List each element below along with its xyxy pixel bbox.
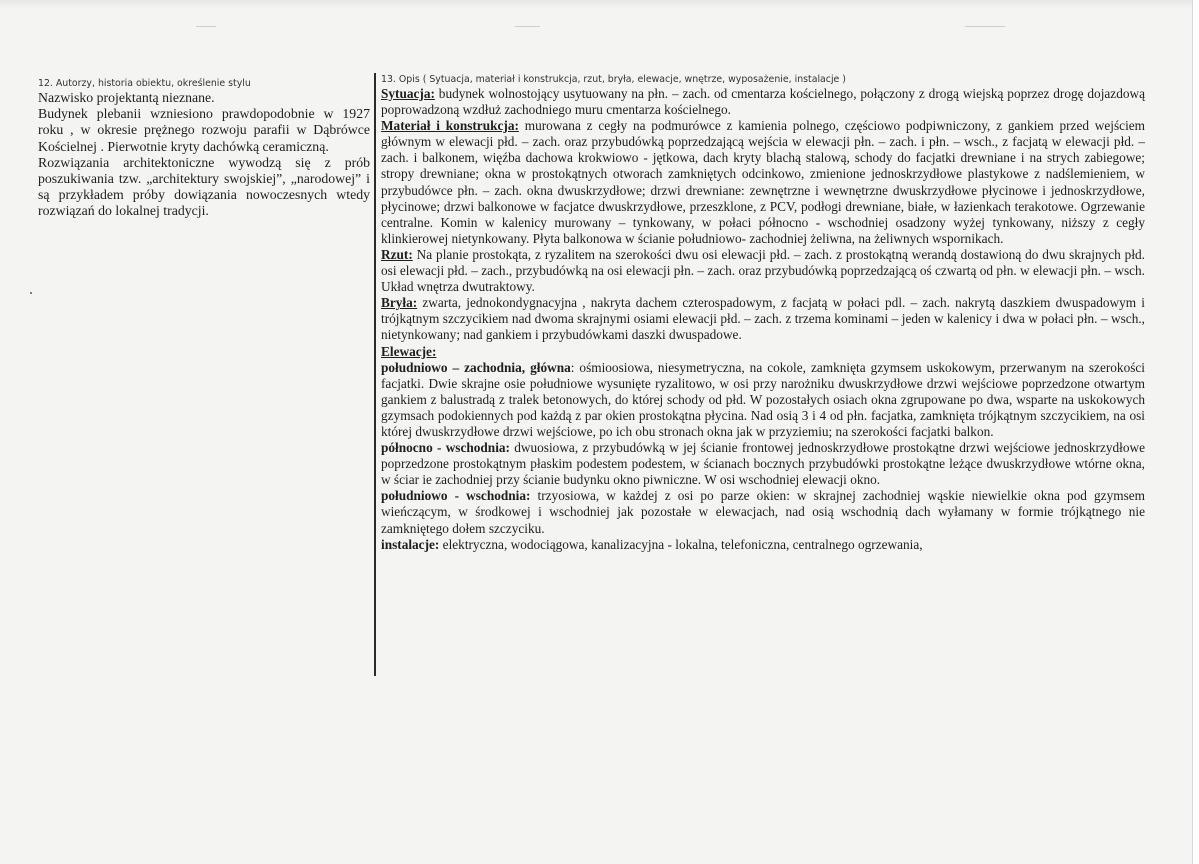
column-divider (374, 73, 376, 676)
elevation-ne-label: północno - wschodnia: (381, 440, 510, 456)
architect-paragraph: Nazwisko projektantą nieznane. (38, 90, 215, 105)
scan-right-edge (1192, 0, 1199, 864)
elevation-se-paragraph (381, 488, 1145, 536)
faint-rule (965, 26, 1005, 27)
elevation-ne-text: dwuosiowa, z przybudówką w jej ścianie frontowej jednoskrzydłowe prostokątne drzwi wejściowe jednoskrzydłowe poprzedzone prostokątnym płaskim podestem podestem, w ścianach bocznych przybudówki prostokątne leżące dwuskrzydłowe wtórne okna, w ściar ie zachodniej przy ścianie budynku okno piwniczne. W osi wschodniej elewacji okno. (381, 440, 1145, 488)
elevation-se-label: południowo - wschodnia: (381, 488, 531, 504)
section-13-description (381, 73, 1145, 553)
section-13-heading: 13. Opis ( Sytuacja, materiał i konstrukcja, rzut, bryła, elewacje, wnętrze, wyposażenie, instalacje ) (381, 74, 846, 85)
instalacje-label: instalacje: (381, 536, 440, 552)
elewacje-label: Elewacje: (381, 343, 437, 359)
elewacje-heading (381, 344, 1145, 360)
elevation-sw-paragraph (381, 360, 1145, 440)
rzut-paragraph (381, 247, 1145, 295)
section-12-authors-history (38, 77, 370, 220)
bryla-text: zwarta, jednokondygnacyjna , nakryta dachem czterospadowym, z facjatą w połaci pdl. – zach. nakrytą daszkiem dwuspadowym i trójkątnym szczycikiem nad dwoma skrajnymi osiami elewacji płd. – zach. z trzema kominami – jeden w kalenicy i dwa w połaci płn. – wsch., nietynkowany; nad gankiem i przybudówkami daszki dwuspadowe. (381, 295, 1145, 343)
speck (30, 292, 32, 294)
section-12-body (38, 90, 370, 220)
sytuacja-label: Sytuacja: (381, 86, 435, 101)
faint-rule (515, 26, 540, 27)
material-paragraph (381, 118, 1145, 247)
section-12-heading: 12. Autorzy, historia obiektu, określenie stylu (38, 78, 251, 89)
rzut-label: Rzut: (381, 246, 413, 262)
bryla-paragraph (381, 295, 1145, 343)
instalacje-text: elektryczna, wodociągowa, kanalizacyjna - lokalna, telefoniczna, centralnego ogrzewania, (439, 536, 923, 552)
elevation-sw-label: południowo – zachodnia, główna (381, 359, 571, 375)
bryla-label: Bryła: (381, 295, 418, 311)
section-13-body (381, 86, 1145, 553)
elevation-ne-paragraph (381, 440, 1145, 488)
material-text: murowana z cegły na podmurówce z kamienia polnego, częściowo podpiwniczony, z gankiem przed wejściem głównym w elewacji płd. – zach. oraz przybudówką poprzedzającą wejścia w elewacji płn. – zach. i płn. – wsch., z facjatą w elewacji płd. – zach. i balkonem, więźba dachowa krokwiowo - jętkowa, dach kryty blachą stalową, schody do facjatki drewniane i na strych zabiegowe; stropy drewniane; okna w prostokątnych otworach zamkniętych odcinkowo, zmienione jednoskrzydłowe plastykowe z nadślemieniem, w przybudówce płn. – zach. okna dwuskrzydłowe; drzwi drewniane: zewnętrzne i wewnętrzne dwuskrzydłowe płycinowe i jednoskrzydłowe, płycinowe; drzwi balkonowe w facjatce dwuskrzydłowe, przeszklone, z PCV, podłogi drewniane, białe, w łazienkach terakotowe. Ogrzewanie centralne. Komin w kalenicy murowany – tynkowany, w połaci północno - wschodniej osadzony wyżej tynkowany, niższy z cegły klinkierowej nietynkowany. Płyta balkonowa w ścianie południowo- zachodniej żeliwna, na żeliwnych wspornikach. (381, 118, 1146, 246)
elevation-sw-text: : ośmioosiowa, niesymetryczna, na cokole, zamknięta gzymsem uskokowym, przerwanym na szerokości facjatki. Dwie skrajne osie południowe wysunięte ryzalitowo, w osi przy narożniku dwuskrzydłowe drzwi wejściowe poprzedzone otwartym gankiem z balustradą z tralek betonowych, do której schody od płd. W pozostałych osiach okna zgrupowane po dwa, wsparte na uskokowych gzymsach podokiennych pod każdą z par okien prostokątna płycina. Nad osią 3 i 4 od płn. facjatka, zamknięta trójkątnym szczycikiem, na osi której dwuskrzydłowe drzwi wejściowe, po ich obu stronach okna jak w przyziemiu; na szerokości facjatki balkon. (381, 359, 1145, 439)
style-paragraph: Rozwiązania architektoniczne wywodzą się z prób poszukiwania tzw. „architektury swojskiej”, „narodowej” i są przykładem próby dowiązania nowoczesnych wtedy rozwiązań do lokalnej tradycji. (38, 154, 370, 219)
faint-rule (196, 26, 216, 27)
rzut-text: Na planie prostokąta, z ryzalitem na szerokości dwu osi elewacji płd. – zach. z prostokątną werandą dostawioną do dwu skrajnych płd. osi elewacji płd. – zach., przybudówką na osi elewacji płn. – zach. oraz przybudówką poprzedzającą oś czwartą od płn. w elewacji płn. – wsch. Układ wnętrza dwutraktowy. (381, 246, 1145, 295)
sytuacja-text: budynek wolnostojący usytuowany na płn. – zach. od cmentarza kościelnego, połączony z drogą wiejską poprzez drogę dojazdową poprowadzoną wzdłuż zachodniego muru cmentarza kościelnego. (381, 86, 1145, 118)
history-paragraph: Budynek plebanii wzniesiono prawdopodobnie w 1927 roku , w okresie prężnego rozwoju parafii w Dąbrówce Kościelnej . Pierwotnie kryty dachówką ceramiczną. (38, 106, 370, 154)
sytuacja-paragraph (381, 86, 1145, 118)
material-label: Materiał i konstrukcja: (381, 118, 519, 134)
instalacje-paragraph (381, 537, 1145, 553)
scan-top-edge (0, 0, 1199, 8)
elevation-se-text: trzyosiowa, w każdej z osi po parze okien: w skrajnej zachodniej wąskie niewielkie okna pod gzymsem wieńczącym, w środkowej i wschodniej jak pozostałe w elewacjach, nad osią wschodnią dach wyłamany w formie trójkątnego nie zamkniętego dołem szczyciku. (381, 488, 1145, 536)
